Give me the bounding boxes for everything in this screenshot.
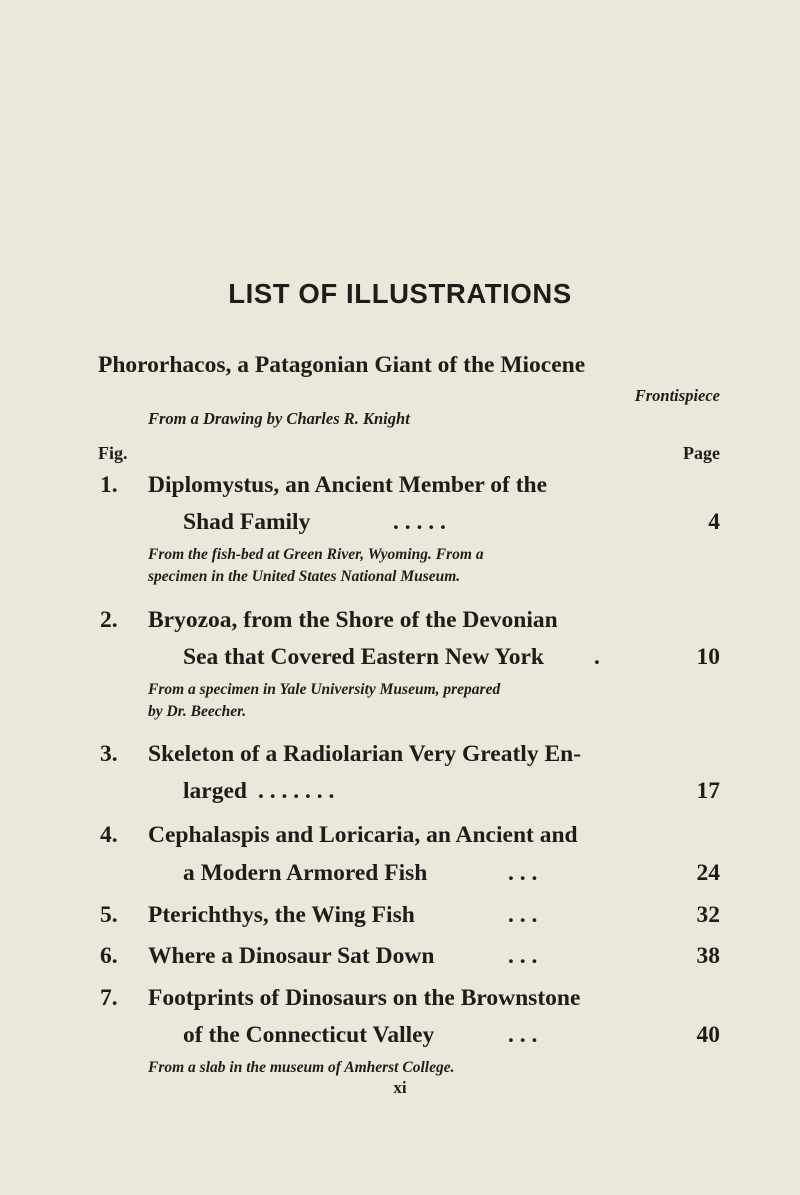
frontispiece-title: Phororhacos, a Patagonian Giant of the Miocene bbox=[98, 352, 586, 378]
entry-1-credit-line2: specimen in the United States National Museum. bbox=[148, 568, 461, 585]
entry-1-leader: . . . . . bbox=[393, 509, 446, 535]
entry-2-title-line2: Sea that Covered Eastern New York bbox=[183, 644, 544, 670]
entry-3-title-line1: Skeleton of a Radiolarian Very Greatly En- bbox=[148, 741, 582, 767]
entry-2-credit-line2: by Dr. Beecher. bbox=[148, 703, 247, 720]
entry-2-title-line1: Bryozoa, from the Shore of the Devonian bbox=[148, 607, 558, 633]
page-number: xi bbox=[393, 1078, 407, 1097]
entry-4-page: 24 bbox=[696, 860, 720, 886]
entry-1-title-line1: Diplomystus, an Ancient Member of the bbox=[148, 472, 548, 498]
entry-1-title-line2: Shad Family bbox=[183, 509, 311, 535]
entry-7-credit: From a slab in the museum of Amherst College. bbox=[148, 1059, 455, 1076]
entry-6-title: Where a Dinosaur Sat Down bbox=[148, 943, 435, 969]
entry-3-leader: . . . . . . . bbox=[258, 778, 335, 804]
entry-5-page: 32 bbox=[696, 902, 720, 928]
entry-1-page: 4 bbox=[708, 509, 720, 535]
entry-7-page: 40 bbox=[696, 1022, 720, 1048]
entry-5-number: 5. bbox=[100, 902, 118, 928]
entry-6-leader: . . . bbox=[508, 943, 538, 969]
page-title: LIST OF ILLUSTRATIONS bbox=[228, 278, 572, 309]
entry-1-credit-line1: From the fish-bed at Green River, Wyoming. From a bbox=[148, 546, 484, 563]
frontispiece-credit: From a Drawing by Charles R. Knight bbox=[148, 409, 410, 428]
entry-4-title-line2: a Modern Armored Fish bbox=[183, 860, 428, 886]
entry-1-number: 1. bbox=[100, 472, 118, 498]
entry-4-leader: . . . bbox=[508, 860, 538, 886]
entry-5-leader: . . . bbox=[508, 902, 538, 928]
entry-7-number: 7. bbox=[100, 985, 118, 1011]
entry-2-page: 10 bbox=[696, 644, 720, 670]
entry-7-title-line2: of the Connecticut Valley bbox=[183, 1022, 435, 1048]
column-page: Page bbox=[683, 443, 720, 463]
entry-7-title-line1: Footprints of Dinosaurs on the Brownstone bbox=[148, 985, 581, 1011]
entry-6-page: 38 bbox=[696, 943, 720, 969]
entry-2-credit-line1: From a specimen in Yale University Museum, prepared bbox=[148, 681, 501, 698]
entry-5-title: Pterichthys, the Wing Fish bbox=[148, 902, 415, 928]
entry-7-leader: . . . bbox=[508, 1022, 538, 1048]
entry-3-page: 17 bbox=[696, 778, 720, 804]
column-fig: Fig. bbox=[98, 443, 128, 463]
entry-3-title-line2: larged bbox=[183, 778, 247, 804]
entry-4-title-line1: Cephalaspis and Loricaria, an Ancient and bbox=[148, 822, 578, 848]
frontispiece-page-label: Frontispiece bbox=[634, 386, 720, 405]
entry-4-number: 4. bbox=[100, 822, 118, 848]
entry-2-number: 2. bbox=[100, 607, 118, 633]
entry-3-number: 3. bbox=[100, 741, 118, 767]
entry-6-number: 6. bbox=[100, 943, 118, 969]
entry-2-leader: . bbox=[594, 644, 600, 670]
